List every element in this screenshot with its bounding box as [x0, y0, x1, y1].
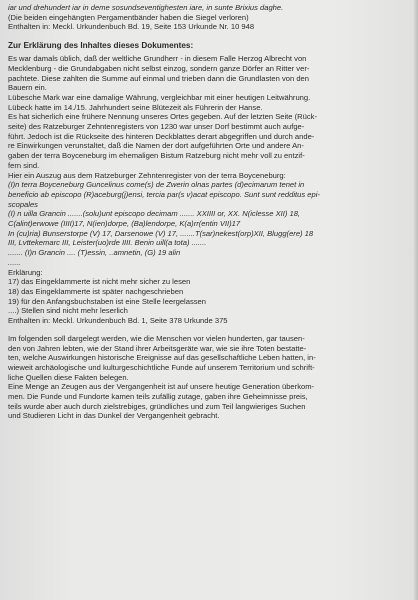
latin-line: III, Lvttekemarc III, Leister(uo)rde IIII. Benin uill(a tota) .......	[8, 238, 207, 248]
paragraph-luebesche-mark	[8, 93, 406, 112]
text-line: pachtete. Diese zahlten die Summe auf einmal und trieben dann die Grundlasten von den	[8, 73, 309, 83]
erklaerung-block	[8, 268, 406, 326]
text-line: ten, welche Auswirkungen historische Ereignisse auf das gesellschaftliche Leben hatten, in-	[8, 353, 316, 363]
source-reference: Enthalten in: Meckl. Urkundenbuch Bd. 1, Seite 378 Urkunde 375	[8, 316, 228, 326]
text-line: den von Jahren lebten, wie der Stand ihrer Arbeitsgeräte war, wie sie ihre Toten bestatte-	[8, 343, 307, 353]
text-line: teils wurde aber auch durch zielstrebiges, gründliches und zum Teil langwieriges Suchen	[8, 401, 306, 411]
source-reference: Enthalten in: Meckl. Urkundenbuch Bd. 19, Seite 153 Urkunde Nr. 10 948	[8, 22, 255, 32]
latin-line: C(alint)erwowe (IIII)17, N(ien)dorpe, (Ba)lendorpe, K(a)rr(entin VII)17	[8, 219, 241, 229]
erklaerung-item: 17) das Eingeklammerte ist nicht mehr sicher zu lesen	[8, 277, 191, 287]
seal-note: (Die beiden eingehängten Pergamentbänder haben die Siegel verloren)	[8, 12, 249, 22]
erklaerung-title: Erklärung:	[8, 267, 43, 277]
latin-line: In (cu)ria) Bunserstorpe (V) 17, Darsenowe (V) 17, .......T(sar)nekest(orp)XII, Blugg(ere) 18	[8, 228, 314, 238]
page-edge-shadow	[413, 0, 418, 600]
text-line: Lübesche Mark war eine damalige Währung, vergleichbar mit einer heutigen Leitwährung.	[8, 92, 311, 102]
section-heading: Zur Erklärung des Inhaltes dieses Dokumentes:	[8, 41, 194, 51]
erklaerung-item: 18) das Eingeklammerte ist später nachgeschrieben	[8, 286, 184, 296]
paragraph-zehntenregister	[8, 112, 406, 170]
paragraph-zeugen	[8, 382, 406, 421]
erklaerung-item: 19) für den Anfangsbuchstaben ist eine Stelle leergelassen	[8, 296, 206, 306]
latin-line: beneficio ab episcopo (R)aceburg(j)ensi, tercia par(s v)acat episcopo. Sunt sunt redditus epi-	[8, 189, 320, 199]
latin-line: ......	[8, 257, 21, 267]
paragraph-menschen	[8, 334, 406, 383]
text-line: wieweit archäologische und kulturgeschichtliche Funde auf unserem Territorium und schrift-	[8, 362, 315, 372]
latin-line: (I)n terra Boyceneburg Guncelinus come(s) de Zwerin olnas partes (d)ecimarum tenet in	[8, 180, 305, 190]
text-line: seite) des Ratzeburger Zehntenregisters von 1230 war unser Dorf bestimmt auch aufge-	[8, 122, 305, 132]
text-line: gaben der terra Boyceneburg im ehemaligen Bistum Ratzeburg nicht mehr voll zu entzif-	[8, 151, 305, 161]
latin-line: ....... (I)n Grancin .... (T)essin, ..amnetin, (G) 19 alin	[8, 248, 181, 258]
text-line: Eine Menge an Zeugen aus der Vergangenheit ist auf unsere heutige Generation überkom-	[8, 382, 315, 392]
text-line: führt. Jedoch ist die Rückseite des hinteren Deckblattes derart abgegriffen und durch ande-	[8, 131, 315, 141]
text-line: Es hat sicherlich eine frühere Nennung unseres Ortes gegeben. Auf der letzten Seite (Rück-	[8, 112, 317, 122]
text-line: Es war damals üblich, daß der weltliche Grundherr - in diesem Falle Herzog Albrecht von	[8, 54, 307, 64]
latin-excerpt	[8, 180, 406, 267]
paragraph-auszug-intro	[8, 171, 406, 181]
text-line: Im folgenden soll dargelegt werden, wie die Menschen vor vielen hunderten, gar tausen-	[8, 333, 305, 343]
text-line: und Studieren Licht in das Dunkel der Vergangenheit gebracht.	[8, 411, 220, 421]
text-line: men. Die Funde und Fundorte kamen teils zufällig zutage, gaben ihre Geheimnisse preis,	[8, 392, 308, 402]
latin-line: (I) n uilla Grancin .......(solu)unt episcopo decimam ....... XXIIII or, XX. N(iclesse XII) 18,	[8, 209, 301, 219]
text-line: Lübeck hatte im 14./15. Jahrhundert seine Blütezeit als Führerin der Hanse.	[8, 102, 263, 112]
text-line: Mecklenburg - die Grundabgaben nicht selbst einzog, sondern ganze Dörfer an Ritter ver-	[8, 63, 310, 73]
text-line: Hier ein Auszug aus dem Ratzeburger Zehntenregister von der terra Boyceneburg:	[8, 170, 286, 180]
text-line: liche Quellen diese Fakten belegen.	[8, 372, 129, 382]
top-block	[8, 3, 406, 32]
text-line: Bauern ein.	[8, 83, 47, 93]
latin-line: scopales	[8, 199, 38, 209]
text-line: re Einwirkungen verunstaltet, daß die Namen der dort aufgeführten Orte und andere An-	[8, 141, 304, 151]
text-line: fern sind.	[8, 160, 40, 170]
paragraph-grundherr	[8, 54, 406, 93]
erklaerung-item: ....) Stellen sind nicht mehr leserlich	[8, 306, 128, 316]
latin-closing-line: iar und drehundert iar in deme sosundseventighesten iare, in sunte Brixius daghe.	[8, 3, 284, 12]
